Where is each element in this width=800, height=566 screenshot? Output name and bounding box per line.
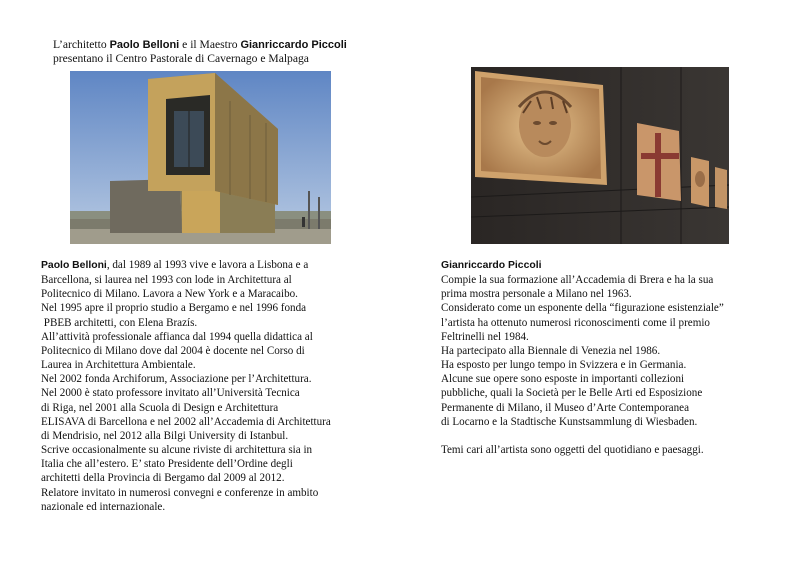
belloni-bio-line: Nel 1995 apre il proprio studio a Bergamo e nel 1996 fonda [41, 302, 307, 315]
piccoli-bio-line: pubbliche, quali la Società per le Belle Arti ed Esposizione [441, 387, 703, 400]
belloni-bio-line: Barcellona, si laurea nel 1993 con lode in Architettura al [41, 274, 292, 287]
piccoli-bio-line: Compie la sua formazione all’Accademia di Brera e ha la sua [441, 274, 714, 287]
intro-name-piccoli: Gianriccardo Piccoli [240, 39, 347, 51]
piccoli-bio-line: prima mostra personale a Milano nel 1963. [441, 288, 632, 301]
piccoli-bio [441, 258, 724, 457]
belloni-bio [41, 258, 331, 514]
piccoli-bio-line: Ha partecipato alla Biennale di Venezia nel 1986. [441, 344, 661, 357]
building-illustration [70, 71, 331, 244]
belloni-bio-line: Scrive occasionalmente su alcune riviste di architettura sia in [41, 444, 313, 457]
gallery-illustration [471, 67, 729, 244]
belloni-bio-line: Relatore invitato in numerosi convegni e conferenze in ambito [41, 486, 319, 499]
intro-name-belloni: Paolo Belloni [109, 39, 180, 51]
belloni-bio-line: nazionale ed internazionale. [41, 500, 166, 513]
piccoli-name: Gianriccardo Piccoli [441, 260, 542, 271]
belloni-bio-line: Laurea in Architettura Ambientale. [41, 359, 196, 372]
intro-subtitle: presentano il Centro Pastorale di Cavernago e Malpaga [53, 52, 309, 65]
piccoli-name-line [441, 258, 724, 273]
paragraph-gap [441, 429, 724, 443]
piccoli-bio-line: Feltrinelli nel 1984. [441, 330, 529, 343]
belloni-name: Paolo Belloni [41, 260, 107, 271]
intro-prefix: L’architetto [53, 38, 110, 51]
belloni-bio-line: Paolo Belloni, dal 1989 al 1993 vive e lavora a Lisbona e a [41, 259, 309, 271]
belloni-bio-line: Politecnico di Milano dove dal 2004 è docente nel Corso di [41, 344, 305, 357]
piccoli-bio-line: Permanente di Milano, il Museo d’Arte Contemporanea [441, 401, 690, 414]
belloni-bio-line: PBEB architetti, con Elena Brazís. [41, 316, 198, 329]
belloni-bio-line: di Riga, nel 2001 alla Scuola di Design e Architettura [41, 401, 279, 414]
artwork-gallery-photo [471, 67, 729, 244]
building-photo [70, 71, 331, 244]
belloni-bio-line: Nel 2002 fonda Archiforum, Associazione per l’Architettura. [41, 373, 312, 386]
belloni-bio-line: di Mendrisio, nel 2012 alla Bilgi University di Istanbul. [41, 429, 289, 442]
belloni-bio-line: architetti della Provincia di Bergamo dal 2009 al 2012. [41, 472, 285, 485]
belloni-bio-line: Italia che all’estero. E’ stato Presidente dell’Ordine degli [41, 458, 293, 471]
piccoli-bio-line: l’artista ha ottenuto numerosi riconoscimenti come il premio [441, 316, 710, 329]
piccoli-bio-line: Alcune sue opere sono esposte in importanti collezioni [441, 373, 685, 386]
intro-heading [53, 38, 347, 66]
belloni-bio-line: Politecnico di Milano. Lavora a New York e a Maracaibo. [41, 288, 298, 301]
piccoli-bio-line: Ha esposto per lungo tempo in Svizzera e in Germania. [441, 359, 687, 372]
belloni-bio-line: Nel 2000 è stato professore invitato all’Università Tecnica [41, 387, 300, 400]
intro-middle: e il Maestro [179, 38, 241, 51]
belloni-bio-line: All’attività professionale affianca dal 1994 quella didattica al [41, 330, 313, 343]
belloni-bio-line: ELISAVA di Barcellona e nel 2002 all’Accademia di Architettura [41, 415, 331, 428]
piccoli-bio-line: Considerato come un esponente della “figurazione esistenziale” [441, 302, 724, 315]
piccoli-closing-line: Temi cari all’artista sono oggetti del quotidiano e paesaggi. [441, 444, 704, 457]
piccoli-bio-line: di Locarno e la Stadtische Kunstsammlung di Wiesbaden. [441, 415, 698, 428]
